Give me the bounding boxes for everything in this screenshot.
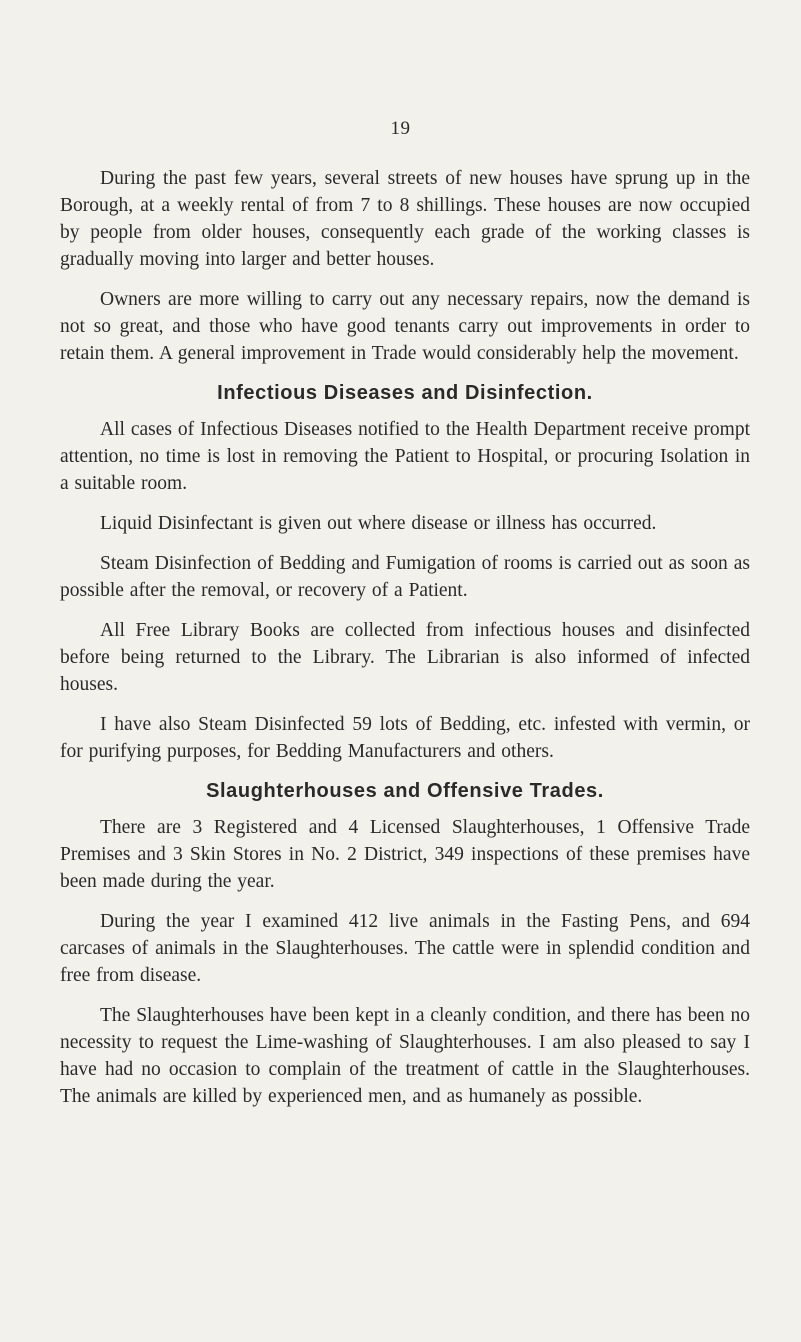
paragraph-bedding-disinfected: I have also Steam Disinfected 59 lots of Bedding, etc. infested with vermin, or for purifying purposes, for Bedding Manufacturers and others. bbox=[60, 714, 750, 762]
paragraph-steam-disinfection: Steam Disinfection of Bedding and Fumigation of rooms is carried out as soon as possible after the removal, or recovery of a Patient. bbox=[60, 553, 750, 601]
paragraph-infectious-cases: All cases of Infectious Diseases notified to the Health Department receive prompt attention, no time is lost in removing the Patient to Hospital, or procuring Isolation in a suitable room. bbox=[60, 419, 750, 494]
paragraph-library-books: All Free Library Books are collected from infectious houses and disinfected before being returned to the Library. The Librarian is also informed of infected houses. bbox=[60, 620, 750, 695]
paragraph-owners-repairs: Owners are more willing to carry out any necessary repairs, now the demand is not so great, and those who have good tenants carry out improvements in order to retain them. A general improvement in Trade would considerably help the movement. bbox=[60, 289, 750, 364]
page-number: 19 bbox=[390, 118, 411, 139]
paragraph-housing: During the past few years, several streets of new houses have sprung up in the Borough, at a weekly rental of from 7 to 8 shillings. These houses are now occupied by people from older houses, consequently each grade of the working classes is gradually moving into larger and better houses. bbox=[60, 168, 750, 270]
section-heading-infectious-diseases: Infectious Diseases and Disinfection. bbox=[217, 382, 593, 404]
document-body bbox=[60, 165, 750, 1123]
paragraph-slaughterhouse-condition: The Slaughterhouses have been kept in a cleanly condition, and there has been no necessity to request the Lime-washing of Slaughterhouses. I am also pleased to say I have had no occasion to complain of the treatment of cattle in the Slaughterhouses. The animals are killed by experienced men, and as humanely as possible. bbox=[60, 1005, 750, 1107]
paragraph-liquid-disinfectant: Liquid Disinfectant is given out where disease or illness has occurred. bbox=[100, 513, 657, 534]
paragraph-slaughterhouse-counts: There are 3 Registered and 4 Licensed Slaughterhouses, 1 Offensive Trade Premises and 3 Skin Stores in No. 2 District, 349 inspections of these premises have been made during the year. bbox=[60, 817, 750, 892]
section-heading-slaughterhouses: Slaughterhouses and Offensive Trades. bbox=[206, 780, 604, 802]
paragraph-animals-examined: During the year I examined 412 live animals in the Fasting Pens, and 694 carcases of animals in the Slaughterhouses. The cattle were in splendid condition and free from disease. bbox=[60, 911, 750, 986]
